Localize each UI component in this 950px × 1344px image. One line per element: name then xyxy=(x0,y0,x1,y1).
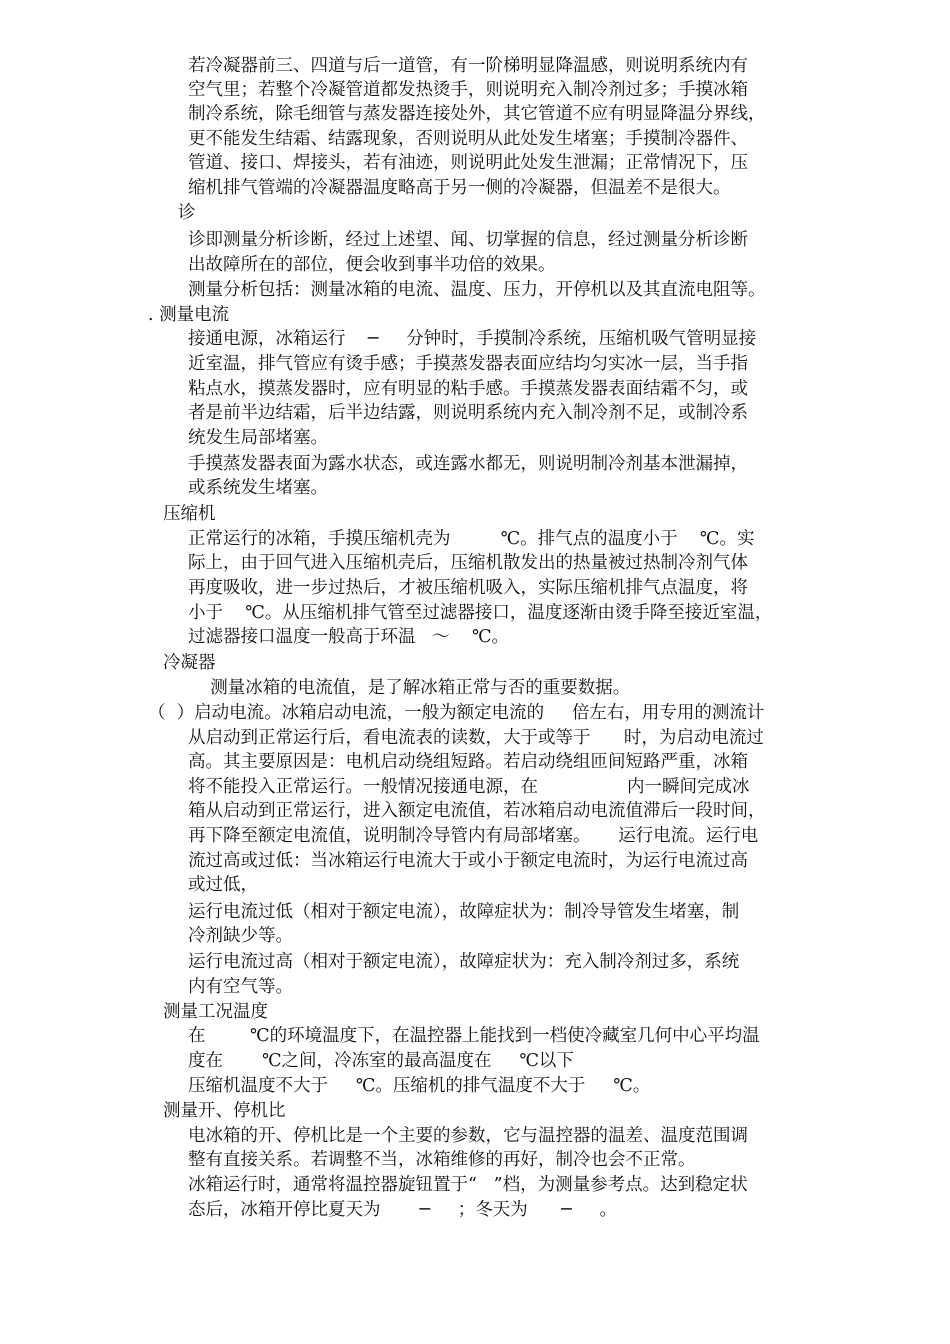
paragraph-line: 小于 ℃。从压缩机排气管至过滤器接口，温度逐渐由烫手降至接近室温， xyxy=(188,603,773,623)
paragraph-line: 手摸蒸发器表面为露水状态，或连露水都无，则说明制冷剂基本泄漏掉， xyxy=(188,454,748,474)
paragraph-line: 更不能发生结霜、结露现象，否则说明从此处发生堵塞；手摸制冷器件、 xyxy=(188,129,748,149)
paragraph-line: 将不能投入正常运行。一般情况接通电源，在 内一瞬间完成冰 xyxy=(188,777,750,797)
paragraph-line: 或过低， xyxy=(188,875,258,895)
paragraph-line: （ ）启动电流。冰箱启动电流，一般为额定电流的 倍左右，用专用的测流计 xyxy=(148,703,765,723)
paragraph-line: 正常运行的冰箱，手摸压缩机壳为 ℃。排气点的温度小于 ℃。实 xyxy=(188,529,755,549)
paragraph-line: 整有直接关系。若调整不当，冰箱维修的再好，制冷也会不正常。 xyxy=(188,1150,696,1170)
paragraph-line: 统发生局部堵塞。 xyxy=(188,428,328,448)
paragraph-line: 过滤器接口温度一般高于环温 ～ ℃。 xyxy=(188,627,510,647)
paragraph-line: 制冷系统，除毛细管与蒸发器连接处外，其它管道不应有明显降温分界线， xyxy=(188,104,766,124)
paragraph-line: 空气里；若整个冷凝管道都发热烫手，则说明充入制冷剂过多；手摸冰箱 xyxy=(188,80,748,100)
section-heading: 冷凝器 xyxy=(163,653,216,673)
paragraph-line: 管道、接口、焊接头，若有油迹，则说明此处发生泄漏；正常情况下，压 xyxy=(188,153,748,173)
paragraph-line: 者是前半边结霜，后半边结露，则说明系统内充入制冷剂不足，或制冷系 xyxy=(188,403,748,423)
paragraph-line: 诊即测量分析诊断，经过上述望、闻、切掌握的信息，经过测量分析诊断 xyxy=(188,230,748,250)
paragraph-line: 电冰箱的开、停机比是一个主要的参数，它与温控器的温差、温度范围调 xyxy=(188,1126,748,1146)
paragraph-line: 近室温，排气管应有烫手感；手摸蒸发器表面应结均匀实冰一层，当手指 xyxy=(188,354,748,374)
paragraph-line: 箱从启动到正常运行，进入额定电流值，若冰箱启动电流值滞后一段时间， xyxy=(188,801,766,821)
paragraph-line: 高。其主要原因是：电机启动绕组短路。若启动绕组匝间短路严重，冰箱 xyxy=(188,752,748,772)
paragraph-line: 测量冰箱的电流值，是了解冰箱正常与否的重要数据。 xyxy=(188,678,631,698)
paragraph-line: 冰箱运行时，通常将温控器旋钮置于“ ”档，为测量参考点。达到稳定状 xyxy=(188,1175,748,1195)
paragraph-line: 再度吸收，进一步过热后，才被压缩机吸入，实际压缩机排气点温度，将 xyxy=(188,578,748,598)
paragraph-line: 在 ℃的环境温度下，在温控器上能找到一档使冷藏室几何中心平均温 xyxy=(188,1026,760,1046)
paragraph-line: 测量分析包括：测量冰箱的电流、温度、压力，开停机以及其直流电阻等。 xyxy=(188,280,766,300)
paragraph-line: 若冷凝器前三、四道与后一道管，有一阶梯明显降温感，则说明系统内有 xyxy=(188,56,748,76)
section-heading: . 测量电流 xyxy=(148,305,230,325)
paragraph-line: 流过高或过低：当冰箱运行电流大于或小于额定电流时，为运行电流过高 xyxy=(188,851,748,871)
paragraph-line: 冷剂缺少等。 xyxy=(188,926,293,946)
paragraph-line: 压缩机温度不大于 ℃。压缩机的排气温度不大于 ℃。 xyxy=(188,1076,651,1096)
paragraph-line: 运行电流过低（相对于额定电流），故障症状为：制冷导管发生堵塞，制 xyxy=(188,902,740,922)
paragraph-line: 度在 ℃之间，冷冻室的最高温度在 ℃以下 xyxy=(188,1051,574,1071)
section-heading: 压缩机 xyxy=(163,504,216,524)
paragraph-line: 出故障所在的部位，便会收到事半功倍的效果。 xyxy=(188,255,556,275)
paragraph-line: 再下降至额定电流值，说明制冷导管内有局部堵塞。 运行电流。运行电 xyxy=(188,826,759,846)
paragraph-line: 粘点水，摸蒸发器时，应有明显的粘手感。手摸蒸发器表面结霜不匀，或 xyxy=(188,379,748,399)
paragraph-line: 际上，由于回气进入压缩机壳后，压缩机散发出的热量被过热制冷剂气体 xyxy=(188,553,748,573)
section-heading: 测量开、停机比 xyxy=(163,1101,286,1121)
paragraph-line: 运行电流过高（相对于额定电流），故障症状为：充入制冷剂过多，系统 xyxy=(188,952,740,972)
section-heading: 测量工况温度 xyxy=(163,1002,268,1022)
paragraph-line: 或系统发生堵塞。 xyxy=(188,478,328,498)
paragraph-line: 缩机排气管端的冷凝器温度略高于另一侧的冷凝器，但温差不是很大。 xyxy=(188,178,731,198)
paragraph-line: 从启动到正常运行后，看电流表的读数，大于或等于 时，为启动电流过 xyxy=(188,728,764,748)
paragraph-line: 接通电源，冰箱运行 ─ 分钟时，手摸制冷系统，压缩机吸气管明显接 xyxy=(188,329,757,349)
section-heading: 诊 xyxy=(178,203,196,223)
paragraph-line: 态后，冰箱开停比夏天为 ─ ；冬天为 ─ 。 xyxy=(188,1200,618,1220)
paragraph-line: 内有空气等。 xyxy=(188,977,293,997)
